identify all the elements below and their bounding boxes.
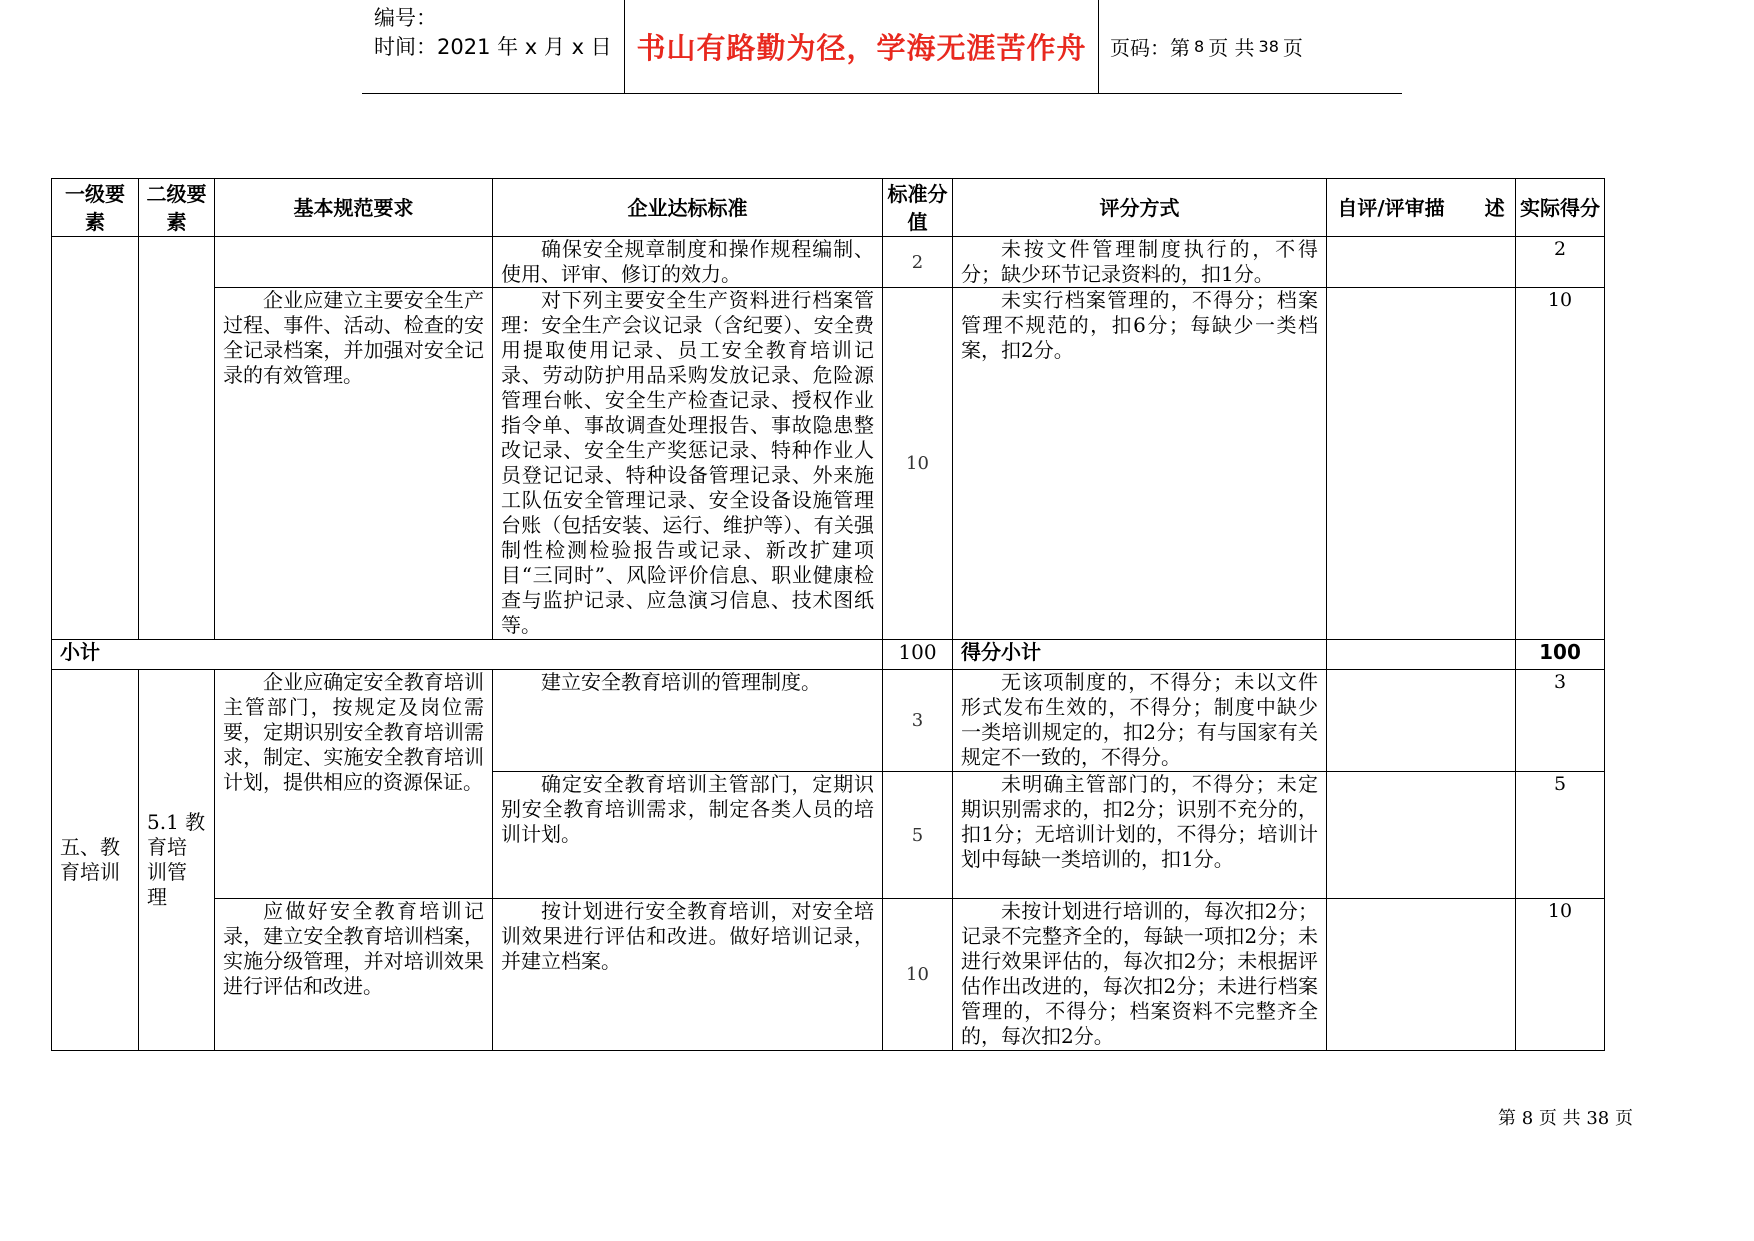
table-header-row bbox=[52, 179, 1605, 237]
header-page-info bbox=[1110, 0, 1303, 93]
score-cell: 10 bbox=[883, 288, 953, 640]
element2-cell bbox=[139, 237, 215, 640]
method-cell: 未明确主管部门的，不得分；未定期识别需求的，扣2分；识别不充分的，扣1分；无培训计划的，不得分；培训计划中每缺一类培训的，扣1分。 bbox=[953, 772, 1327, 899]
header-meta bbox=[362, 0, 625, 93]
table-row bbox=[52, 237, 1605, 288]
code-label: 编号： bbox=[374, 6, 437, 30]
col-header-element2: 二级要素 bbox=[139, 179, 215, 237]
col-header-requirement: 基本规范要求 bbox=[215, 179, 493, 237]
actual-score-cell: 5 bbox=[1516, 772, 1605, 899]
method-cell: 未实行档案管理的，不得分；档案管理不规范的，扣6分；每缺少一类档案，扣2分。 bbox=[953, 288, 1327, 640]
page-total: 38 bbox=[1258, 37, 1279, 56]
standard-cell: 确定安全教育培训主管部门，定期识别安全教育培训需求，制定各类人员的培训计划。 bbox=[493, 772, 883, 899]
actual-score-cell: 10 bbox=[1516, 899, 1605, 1051]
subtotal-row bbox=[52, 640, 1605, 670]
standards-table bbox=[51, 178, 1605, 1051]
element1-cell bbox=[52, 237, 139, 640]
col-header-self-review: 自评/评审描 述 bbox=[1327, 179, 1516, 237]
actual-score-cell: 2 bbox=[1516, 237, 1605, 288]
col-header-element1: 一级要素 bbox=[52, 179, 139, 237]
self-review-cell bbox=[1327, 670, 1516, 772]
page-mid: 页 共 bbox=[1208, 36, 1255, 60]
self-review-cell bbox=[1327, 772, 1516, 899]
self-review-cell bbox=[1327, 899, 1516, 1051]
subtotal-self-review bbox=[1327, 640, 1516, 670]
requirement-cell: 企业应确定安全教育培训主管部门，按规定及岗位需要，定期识别安全教育培训需求，制定、实施安全教育培训计划，提供相应的资源保证。 bbox=[215, 670, 493, 899]
subtotal-actual: 100 bbox=[1516, 640, 1605, 670]
score-cell: 10 bbox=[883, 899, 953, 1051]
header-slogan: 书山有路勤为径，学海无涯苦作舟 bbox=[625, 0, 1099, 93]
score-cell: 2 bbox=[883, 237, 953, 288]
actual-score-cell: 3 bbox=[1516, 670, 1605, 772]
time-label: 时间：2021 年 x 月 x 日 bbox=[374, 35, 612, 59]
element1-education: 五、教育培训 bbox=[52, 670, 139, 1051]
page-header bbox=[362, 0, 1402, 94]
subtotal-method-label: 得分小计 bbox=[953, 640, 1327, 670]
requirement-cell: 应做好安全教育培训记录，建立安全教育培训档案，实施分级管理，并对培训效果进行评估和改进。 bbox=[215, 899, 493, 1051]
table-row bbox=[52, 670, 1605, 772]
method-cell: 无该项制度的，不得分；未以文件形式发布生效的，不得分；制度中缺少一类培训规定的，扣2分；有与国家有关规定不一致的，不得分。 bbox=[953, 670, 1327, 772]
method-cell: 未按文件管理制度执行的，不得分；缺少环节记录资料的，扣1分。 bbox=[953, 237, 1327, 288]
col-header-standard: 企业达标标准 bbox=[493, 179, 883, 237]
page-footer: 第 8 页 共 38 页 bbox=[1498, 1108, 1633, 1129]
subtotal-label: 小计 bbox=[52, 640, 883, 670]
standard-cell: 按计划进行安全教育培训，对安全培训效果进行评估和改进。做好培训记录，并建立档案。 bbox=[493, 899, 883, 1051]
col-header-score: 标准分值 bbox=[883, 179, 953, 237]
col-header-method: 评分方式 bbox=[953, 179, 1327, 237]
score-cell: 3 bbox=[883, 670, 953, 772]
standard-cell: 确保安全规章制度和操作规程编制、使用、评审、修订的效力。 bbox=[493, 237, 883, 288]
requirement-cell bbox=[215, 237, 493, 288]
requirement-cell: 企业应建立主要安全生产过程、事件、活动、检查的安全记录档案，并加强对安全记录的有效管理。 bbox=[215, 288, 493, 640]
actual-score-cell: 10 bbox=[1516, 288, 1605, 640]
standard-cell: 对下列主要安全生产资料进行档案管理：安全生产会议记录（含纪要）、安全费用提取使用记录、员工安全教育培训记录、劳动防护用品采购发放记录、危险源管理台帐、安全生产检查记录、授权作业指令单、事故调查处理报告、事故隐患整改记录、安全生产奖惩记录、特种作业人员登记记录、特种设备管理记录、外来施工队伍安全管理记录、安全设备设施管理台账（包括安装、运行、维护等）、有关强制性检测检验报告或记录、新改扩建项目“三同时”、风险评价信息、职业健康检查与监护记录、应急演习信息、技术图纸等。 bbox=[493, 288, 883, 640]
table-row bbox=[52, 288, 1605, 640]
page-suffix: 页 bbox=[1282, 36, 1303, 60]
self-review-cell bbox=[1327, 237, 1516, 288]
col-header-actual: 实际得分 bbox=[1516, 179, 1605, 237]
self-review-cell bbox=[1327, 288, 1516, 640]
subtotal-score: 100 bbox=[883, 640, 953, 670]
method-cell: 未按计划进行培训的，每次扣2分；记录不完整齐全的，每缺一项扣2分；未进行效果评估的，每次扣2分；未根据评估作出改进的，每次扣2分；未进行档案管理的，不得分；档案资料不完整齐全的，每次扣2分。 bbox=[953, 899, 1327, 1051]
element2-training-management: 5.1 教育培训管理 bbox=[139, 670, 215, 1051]
page-number: 8 bbox=[1194, 37, 1205, 56]
page-prefix: 页码：第 bbox=[1110, 36, 1190, 60]
standard-cell: 建立安全教育培训的管理制度。 bbox=[493, 670, 883, 772]
table-row bbox=[52, 899, 1605, 1051]
score-cell: 5 bbox=[883, 772, 953, 899]
